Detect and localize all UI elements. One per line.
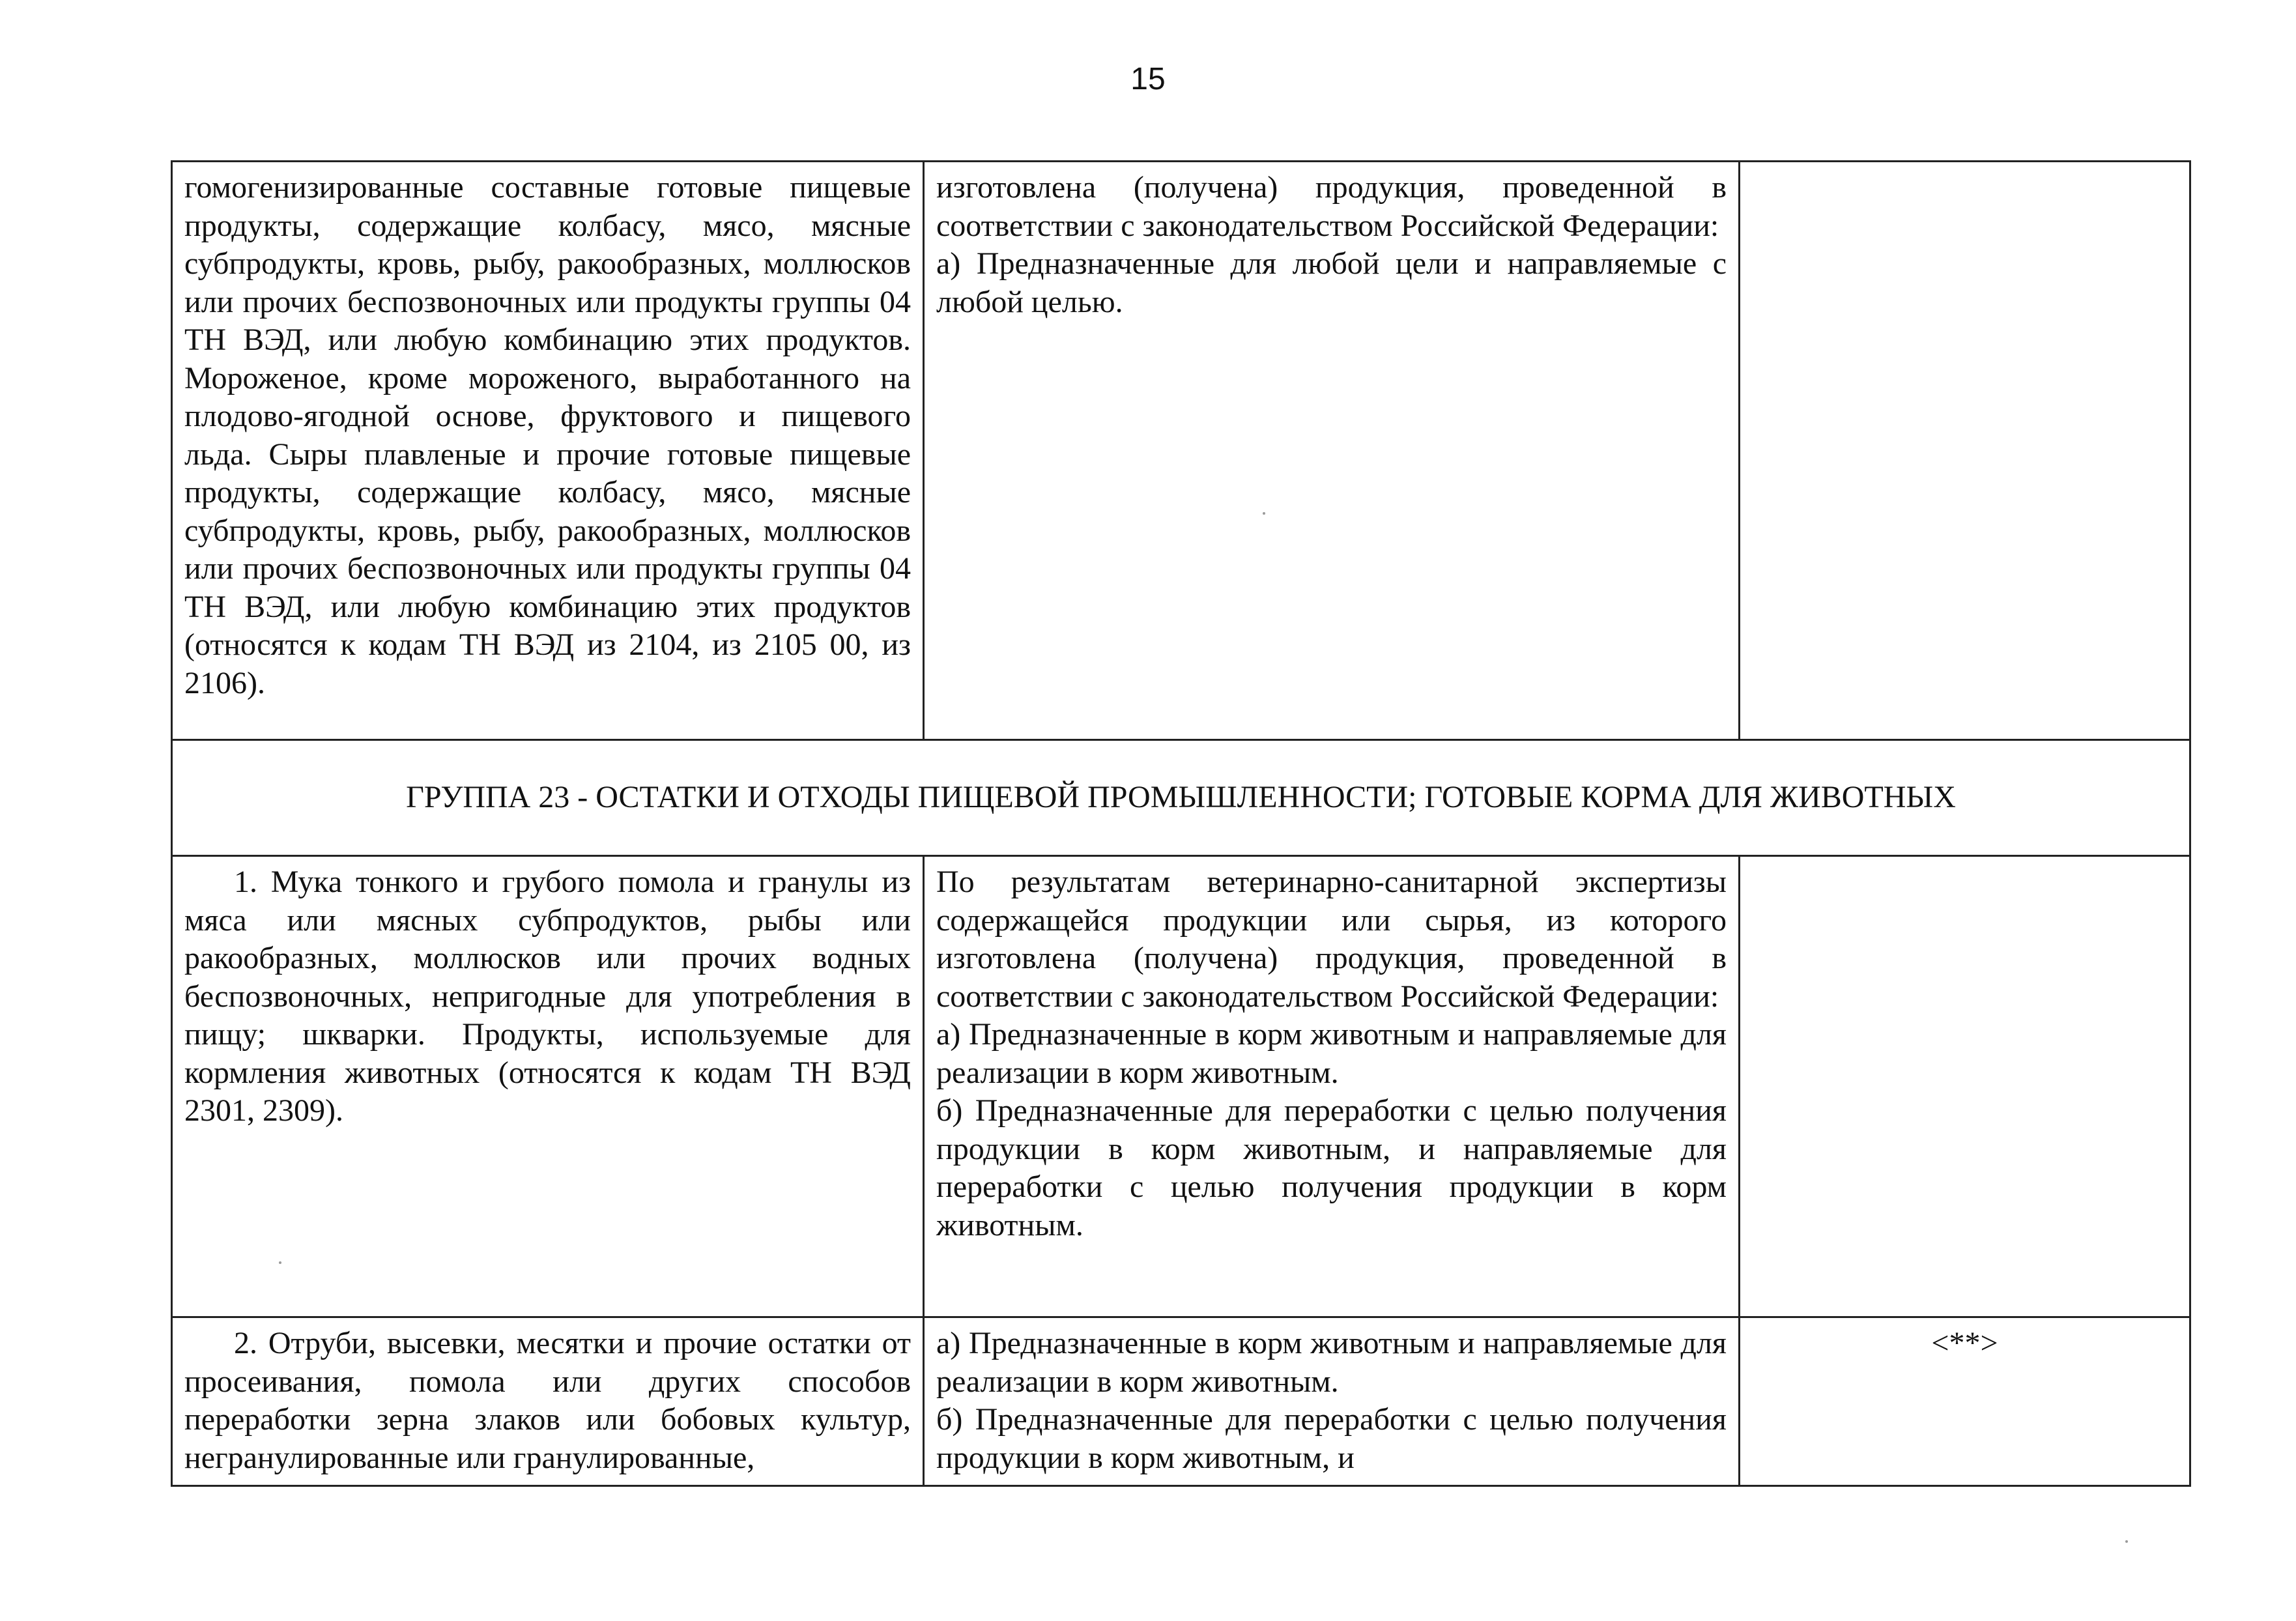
condition-description: изготовлена (получена) продукция, проведенной в соответствии с законодательством Российской Федерации: а) Предназначенные для любой цели и направляемые с любой целью. [936,170,1727,319]
product-cell [172,856,924,1317]
table-row [172,162,2190,740]
group-header-row [172,740,2190,856]
condition-description: а) Предназначенные в корм животным и направляемые для реализации в корм животным. б) Предназначенные для переработки с целью получения продукции в корм животным, и [936,1326,1727,1475]
product-cell [172,162,924,740]
product-cell [172,1317,924,1486]
table-row [172,1317,2190,1486]
note-cell [1740,1317,2190,1486]
condition-description: По результатам ветеринарно-санитарной экспертизы содержащейся продукции или сырья, из которого изготовлена (получена) продукция, проведенной в соответствии с законодательством Российской Федерации: а) Предназначенные в корм животным и направляемые для реализации в корм животным. б) Предназначенные для переработки с целью получения продукции в корм животным, и направляемые для переработки с целью получения продукции в корм животным. [936,865,1727,1242]
note-text: <**> [1931,1326,1998,1360]
table-row [172,856,2190,1317]
scan-speck [2125,1540,2128,1543]
regulation-table [171,160,2191,1487]
product-description: 1. Мука тонкого и грубого помола и гранулы из мяса или мясных субпродуктов, рыбы или ракообразных, моллюсков или прочих водных беспозвоночных, непригодные для употребления в пищу; шкварки. Продукты, используемые для кормления животных (относятся к кодам ТН ВЭД 2301, 2309). [184,865,911,1128]
note-cell [1740,162,2190,740]
condition-cell [924,162,1740,740]
condition-cell [924,1317,1740,1486]
group-title: ГРУППА 23 - ОСТАТКИ И ОТХОДЫ ПИЩЕВОЙ ПРОМЫШЛЕННОСТИ; ГОТОВЫЕ КОРМА ДЛЯ ЖИВОТНЫХ [406,780,1956,815]
product-description: гомогенизированные составные готовые пищевые продукты, содержащие колбасу, мясо, мясные субпродукты, кровь, рыбу, ракообразных, моллюсков или прочих беспозвоночных или продукты группы 04 ТН ВЭД, или любую комбинацию этих продуктов. Мороженое, кроме мороженого, выработанного на плодово-ягодной основе, фруктового и пищевого льда. Сыры плавленые и прочие готовые пищевые продукты, содержащие колбасу, мясо, мясные субпродукты, кровь, рыбу, ракообразных, моллюсков или прочих беспозвоночных или продукты группы 04 ТН ВЭД, или любую комбинацию этих продуктов (относятся к кодам ТН ВЭД из 2104, из 2105 00, из 2106). [184,170,911,700]
scan-speck [279,1261,281,1264]
product-description: 2. Отруби, высевки, месятки и прочие остатки от просеивания, помола или других способов переработки зерна злаков или бобовых культур, негранулированные или гранулированные, [184,1326,911,1475]
group-header-cell [172,740,2190,856]
scan-speck [1263,512,1265,515]
condition-cell [924,856,1740,1317]
note-cell [1740,856,2190,1317]
page-number: 15 [1130,62,1166,96]
